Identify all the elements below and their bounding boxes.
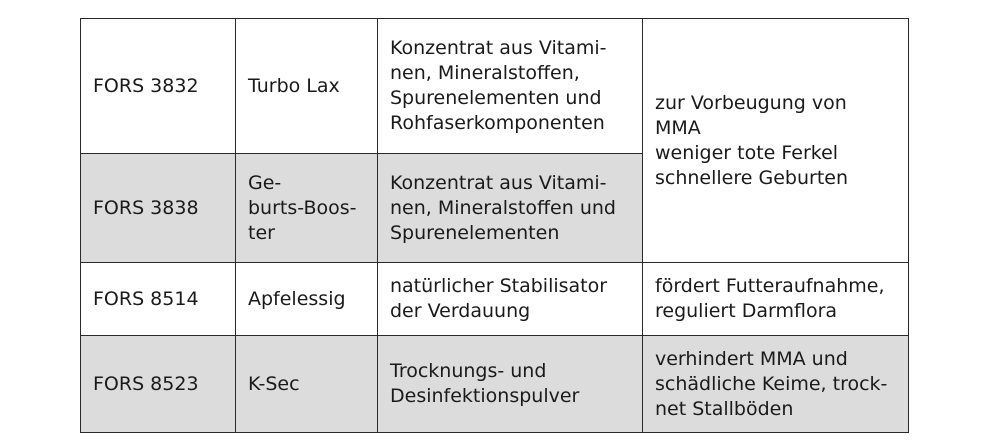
product-name-cell: K-Sec xyxy=(236,336,378,433)
product-code-cell: FORS 8514 xyxy=(81,263,236,336)
product-code-cell: FORS 3832 xyxy=(81,19,236,154)
product-table xyxy=(80,18,909,433)
product-name-cell: Apfelessig xyxy=(236,263,378,336)
product-benefit-cell: zur Vorbeugung von MMA weniger tote Ferkel schnellere Geburten xyxy=(643,19,909,263)
product-description-cell: Konzentrat aus Vitami- nen, Mineralstoffen und Spurenelementen xyxy=(378,154,643,263)
table-row xyxy=(81,263,909,336)
product-code-cell: FORS 8523 xyxy=(81,336,236,433)
product-description-cell: Konzentrat aus Vitami- nen, Mineralstoffen, Spurenelementen und Rohfaserkomponenten xyxy=(378,19,643,154)
table-row xyxy=(81,336,909,433)
product-name-cell: Ge- burts-Boos- ter xyxy=(236,154,378,263)
product-benefit-cell: fördert Futteraufnahme, reguliert Darmflora xyxy=(643,263,909,336)
product-name-cell: Turbo Lax xyxy=(236,19,378,154)
table-row xyxy=(81,19,909,154)
product-benefit-cell: verhindert MMA und schädliche Keime, trock- net Stallböden xyxy=(643,336,909,433)
product-code-cell: FORS 3838 xyxy=(81,154,236,263)
product-description-cell: Trocknungs- und Desinfektionspulver xyxy=(378,336,643,433)
product-description-cell: natürlicher Stabilisator der Verdauung xyxy=(378,263,643,336)
